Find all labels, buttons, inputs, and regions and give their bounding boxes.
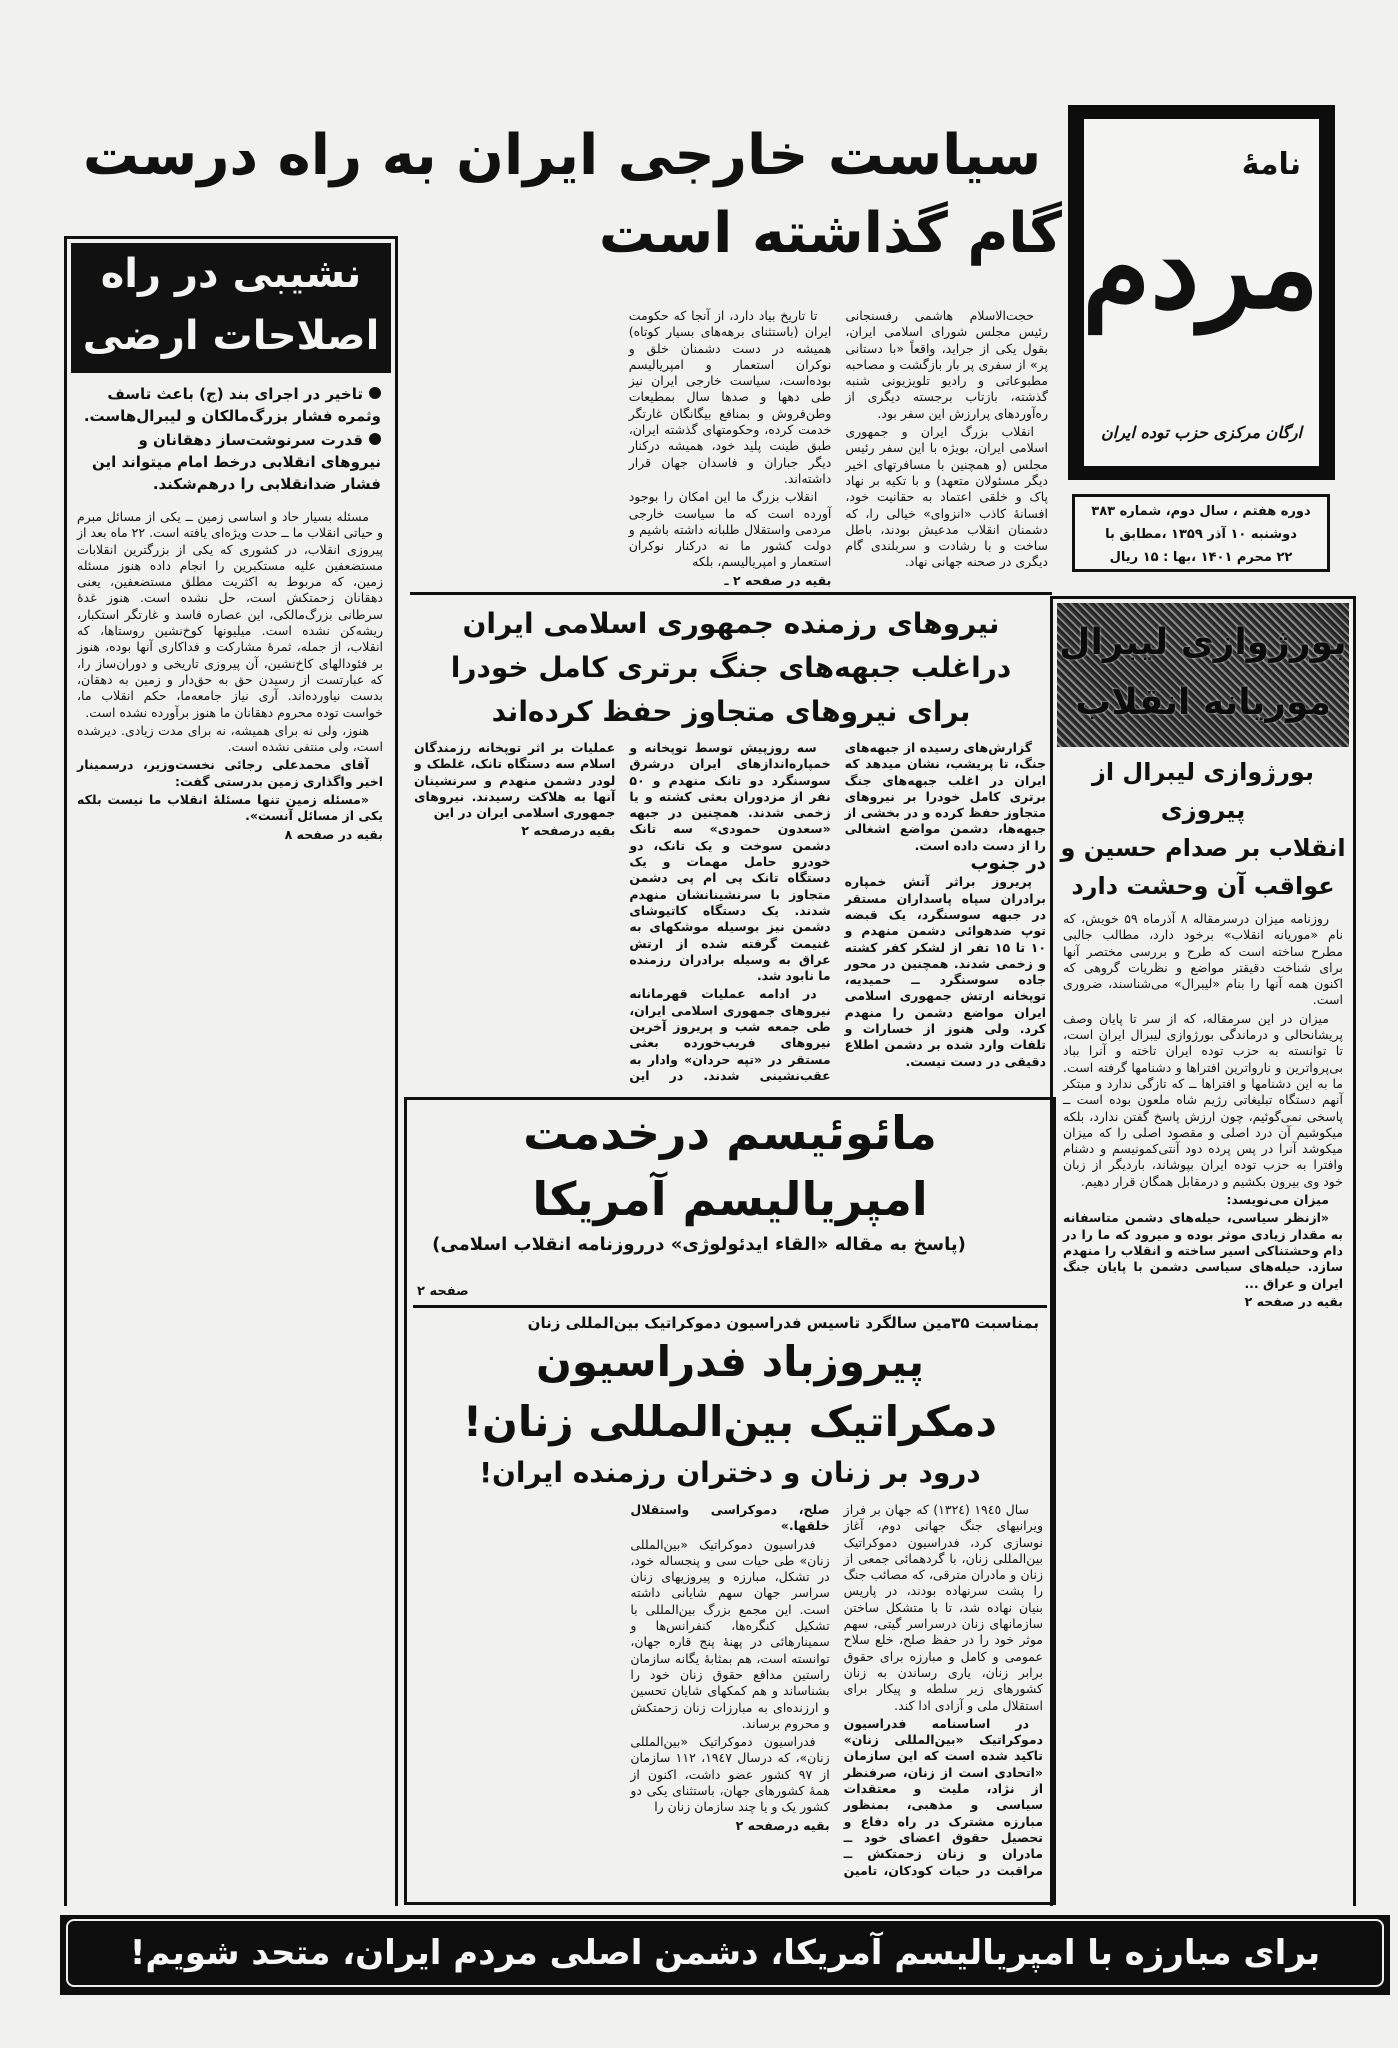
date-line: دوشنبه ۱۰ آذر ۱۳۵۹ ،مطابق با bbox=[1105, 527, 1297, 542]
paragraph: آقای محمدعلی رجائی نخست‌وزیر، درسمینار اخیر واگذاری زمین بدرستی گفت: bbox=[77, 757, 383, 789]
war-article bbox=[410, 596, 1052, 1096]
women-body bbox=[417, 1502, 1043, 1896]
liberal-headline bbox=[1053, 751, 1353, 907]
bullet-dot-icon bbox=[369, 387, 381, 399]
bullet-text: تاخیر در اجرای بند (ج) باعث تاسف وثمره فشار بزرگ‌مالکان و لیبرال‌هاست. bbox=[83, 385, 381, 425]
paragraph: سال ۱۹٤٥ (۱۳۲٤) که جهان بر فراز ویرانیهای جنگ جهانی دوم، آغاز نوسازی کرد، فدراسیون دموکراتیک بین‌المللی زنان، با گردهمائی جمعی از زنان و مادران مترقی، که مصائب جنگ را پشت سرنهاده بودند، در پاریس بنیان نهاده شد، تا با متشکل ساختن سازمانهای زنان درسراسر گیتی، سهم موثر خود را در حفظ صلح، خلع سلاح عمومی و کامل و مبارزه برای حقوق برابر زنان، یاری رساندن به زنان کشورهای زیر سلطه و پیکار برای استقلال ملی و آزادی ادا کند. bbox=[843, 1502, 1043, 1713]
page-reference: صفحه ۲ bbox=[417, 1284, 469, 1299]
paragraph: میزان می‌نویسد: bbox=[1226, 1192, 1329, 1208]
headline-line: بورژوازی لیبرال از پیروزی bbox=[1092, 758, 1314, 824]
price-line: ۲۲ محرم ۱۴۰۱ ،بها : ۱۵ ریال bbox=[1109, 550, 1293, 565]
bullet-item bbox=[77, 383, 381, 427]
kicker: بمناسبت ۳۵مین سالگرد تاسیس فدراسیون دموکراتیک بین‌المللی زنان bbox=[413, 1305, 1047, 1332]
paragraph: در ادامه عملیات قهرمانانه نیروهای جمهوری اسلامی ایران، طی جمعه شب و پریروز آخرین نیروهای فریب‌خورده بعثی مستقر در «تپه حردان» وادار به عقب‌نشینی شدند. در این عملیات بر اثر توپخانه رزمندگان اسلام سه دستگاه تانک، غلطک و لودر دشمن منهدم و سرنشینان آنها به هلاکت رسیدند. نیروهای جمهوری اسلامی ایران در این bbox=[414, 740, 831, 1083]
land-reform-title bbox=[71, 243, 391, 373]
land-reform-body bbox=[67, 501, 395, 1906]
headline-line: نیروهای رزمنده جمهوری اسلامی ایران bbox=[462, 607, 1000, 640]
main-headline-line1: سیاست خارجی ایران به راه درست bbox=[82, 123, 1042, 188]
continued-note: بقیه درصفحه ۲ bbox=[521, 823, 616, 839]
women-federation-article bbox=[404, 1305, 1056, 1905]
paragraph: گزارش‌های رسیده از جبهه‌های جنگ، تا پریشب، نشان میدهد که ایران در اغلب جبهه‌های جنگ برتری کامل خودرا بر نیروهای متجاوز حفظ کرده و در بخشی از جبهه‌ها، دشمن مواضع اشغالی را از دست داده است. bbox=[844, 740, 1046, 853]
masthead-name: مردم bbox=[1082, 204, 1319, 333]
continued-note: بقیه در صفحه ۸ bbox=[284, 826, 383, 842]
title-line: نشیبی در راه bbox=[100, 251, 362, 297]
slogan-text: برای مبارزه با امپریالیسم آمریکا، دشمن اصلی مردم ایران، متحد شویم! bbox=[66, 1919, 1384, 1987]
maoism-headline-line2: امپریالیسم آمریکا bbox=[532, 1172, 928, 1226]
foreign-policy-article bbox=[412, 308, 1048, 590]
paragraph: انقلاب بزرگ ما این امکان را بوجود آورده است که ما سیاست خارجی مردمی واستقلال طلبانه داشته باشیم و دولت کشور ما نه درکنار نوکران استعمار و امپریالیسم، بلکه bbox=[628, 489, 832, 570]
box-title-line: بورژوازی لیبرال bbox=[1059, 622, 1347, 663]
maoism-subtitle: (پاسخ به مقاله «القاء ایدئولوژی» درروزنامه انقلاب اسلامی) bbox=[432, 1234, 966, 1255]
women-headline-line2: دمکراتیک بین‌المللی زنان! bbox=[462, 1397, 998, 1446]
main-headline-line2: گام گذاشته است bbox=[598, 201, 1062, 266]
paragraph: «مسئله زمین تنها مسئلهٔ انقلاب ما نیست بلکه یکی از مسائل آنست». bbox=[77, 792, 383, 824]
paragraph: هنوز، ولی نه برای همیشه، نه برای مدت زیادی. دیرشده است، ولی منتفی نشده است. bbox=[77, 722, 383, 755]
patterned-title-box bbox=[1057, 603, 1349, 747]
women-subhead: درود بر زنان و دختران رزمنده ایران! bbox=[479, 1456, 981, 1489]
paragraph: فدراسیون دموکراتیک «بین‌المللی زنان» طی حیات سی و پنجساله خود، در تشکل، مبارزه و پیروزیهای زنان سراسر جهان سهم شایانی داشته است. این مجمع بزرگ بین‌المللی با تشکیل کنگره‌ها، کنفرانس‌ها و سمینارهائی در پهنهٔ پنج قاره جهان، توانسته است، هم بمثابهٔ یگانه سازمان راستین مدافع حقوق زنان خود را بشناساند و هم کمکهای شایان تحسین و ارزنده‌ای به مبارزات زنان زحمتکش و محروم برساند. bbox=[630, 1536, 830, 1731]
paragraph: سه روزپیش توسط توپخانه و خمپاره‌اندازهای ایران درشرق سوسنگرد دو تانک منهدم و ۵۰ نفر از مزدوران بعثی کشته و یا زخمی شدند. همچنین در جبهه «سعدون حمودی» سه تانک دشمن سوخت و یک تانک، دو خودرو حامل مهمات و یک دستگاه تانک پی ام پی دشمن متجاوز با سرنشینانشان منهدم شدند. یک دستگاه کاتیوشای دشمن نیز بوسیله موشکهای به غنیمت گرفته شده از ارتش عراق به وسیله برادران رزمنده ما نابود شد. bbox=[629, 740, 831, 984]
maoism-headline-line1: مائوئیسم درخدمت bbox=[523, 1106, 937, 1160]
paragraph: فدراسیون دموکراتیک «بین‌المللی زنان»، که درسال ۱۹٤۷، ۱۱۲ سازمان از ۹۷ کشور عضو داشت، اکنون از همهٔ کشورهای جهان، باستثنای یکی دو کشور یک و یا چند سازمان زنان را bbox=[630, 1734, 830, 1815]
war-headline bbox=[410, 596, 1052, 734]
women-headline-line1: پیروزباد فدراسیون bbox=[535, 1337, 924, 1386]
box-title-line: موریانه انقلاب bbox=[1075, 682, 1331, 723]
headline-line: عواقب آن وحشت دارد bbox=[1071, 872, 1335, 900]
paragraph: روزنامه میزان درسرمقاله ۸ آذرماه ۵۹ خویش، که نام «موریانه انقلاب» برخود دارد، مطالب جالبی مطرح ساخته است که طرح و بررسی مختصر آنها برای شناخت دقیقتر مواضع و نظریات گروهی که اکنون همه آنها را بنام «لیبرال» می‌شناسند، ضروری است. bbox=[1063, 911, 1343, 1008]
paragraph: «ازنظر سیاسی، حیله‌های دشمن متاسفانه به مقدار زیادی موثر بوده و میرود که ما را در دام وحشتناکی اسیر ساخته و انقلاب را منهدم سازد. حیله‌های سیاسی دشمن با پایان جنگ ایران و عراق ... bbox=[1063, 1210, 1343, 1291]
continued-note: بقیه درصفحه ۲ bbox=[735, 1817, 830, 1833]
masthead-name-prefix: نامهٔ bbox=[1241, 147, 1301, 182]
paragraph: در اساسنامه فدراسیون دموکراتیک «بین‌المللی زنان» تاکید شده است که این سازمان «اتحادی است از زنان، صرفنظر از نژاد، ملیت و معتقدات سیاسی و مذهبی، بمنظور مبارزه مشترک در راه دفاع و تحصیل حقوق اعضای خود ــ مادران و زنان زحمتکش ــ مراقبت در حیات کودکان، تامین صلح، دموکراسی واستقلال خلقها.» bbox=[630, 1502, 1043, 1878]
masthead-logo bbox=[1068, 105, 1335, 480]
headline-line: انقلاب بر صدام حسین و bbox=[1060, 834, 1346, 862]
issue-info-box bbox=[1072, 494, 1330, 572]
title-line: اصلاحات ارضی bbox=[82, 313, 380, 359]
slogan-banner bbox=[60, 1915, 1390, 1995]
bullet-text: قدرت سرنوشت‌ساز دهقانان و نیروهای انقلابی درخط امام میتواند این فشار ضدانقلابی را درهم‌شکند. bbox=[92, 431, 381, 493]
paragraph: حجت‌الاسلام هاشمی رفسنجانی رئیس مجلس شورای اسلامی ایران، بقول یکی از جراید، واقعاً «با دستانی پر» از سفری پر بار بازگشت و مصاحبه مطبوعاتی و رادیو تلویزیونی شنبه گذشته، بازتاب برجسته دیگری از ره‌آوردهای پرارزش این سفر بود. bbox=[845, 308, 1048, 421]
bullet-dot-icon bbox=[369, 433, 381, 445]
headline-line: برای نیروهای متجاوز حفظ کرده‌اند bbox=[491, 695, 971, 728]
subhead: در جنوب bbox=[970, 853, 1046, 875]
continued-note: بقیه در صفحه ۲ ـ bbox=[724, 572, 832, 588]
liberal-bourgeoisie-article bbox=[1050, 596, 1356, 1906]
paragraph: میزان در این سرمقاله، که از سر تا پایان وصف پریشانحالی و درماندگی بورژوازی لیبرال ایران است، تا توانسته به حزب توده ایران تاخته و آنرا بباد بی‌پرواترین و نارواترین افتراها و دشنامها گرفته است. ما به این دشنامها و افتراها ــ که تازگی ندارد و مبتکر آنهم دستگاه تبلیغاتی رژیم شاه ملعون بوده است ــ پاسخی نمی‌گوئیم، چون ارزش پاسخ گفتن ندارد، بلکه میکوشیم آن درد اصلی و مقصود اصلی را که میزان میکوشد آنرا در پس پرده دود آنتی‌کمونیسم و دشنام وافترا به حزب توده ایران بپوشاند، باردیگر از زبان خود وی بیرون بکشیم و درمقابل همگان قرار دهیم. bbox=[1063, 1010, 1343, 1189]
land-reform-bullets bbox=[67, 377, 395, 501]
paragraph: انقلاب بزرگ ایران و جمهوری اسلامی ایران، بویژه با این سفر رئیس مجلس (و همچنین با مسافرتهای اخیر دیگر مسئولان متعهد) و با تکیه بر نهاد پاک و خلقی اعتماد به حقانیت خود، افسانهٔ کاذب «انزوای» خیالی را، که دشمنان انقلاب مدعیش بودند، باطل ساخت و با رشادت و سربلندی گام دیگری در صحنه جهانی نهاد. bbox=[845, 424, 1048, 570]
paragraph: مسئله بسیار حاد و اساسی زمین ــ یکی از مسائل مبرم و حیاتی انقلاب ما ــ حدت ویژه‌ای یافته است. ۲۲ ماه بعد از پیروزی انقلاب، در کشوری که یکی از بزرگترین انقلابات مستضعفین علیه مستکبرین را انجام داده هنوز مسئله زمین، که مربوط به اکثریت مطلق مستضعفین، یعنی دهقانان زحمتکش است، حل نشده است. هنوز غدهٔ سرطانی بزرگ‌مالکی، این عصاره فاسد و غارتگر استکبار، ریشه‌کن نشده است. میلیونها کوخ‌نشین روستاها، که انقلاب، از جمله، ثمرهٔ مشارکت و فداکاری آنها بوده، هنوز بر فئودالهای کاخ‌نشین، آن پیروزی تاریخی و دوران‌ساز را، که عبارتست از رسیدن حق به حق‌دار و زمین به دهقان، بدست نیاورده‌اند. آری نیاز جامعه‌ما، حکم انقلاب ما، خواست توده محروم دهقانان ما هنوز برآورده نشده است. bbox=[77, 509, 383, 720]
paragraph: تا تاریخ بیاد دارد، از آنجا که حکومت ایران (باستثنای برهه‌های بسیار کوتاه) همیشه در دست دشمنان خلق و نوکران استعمار و امپریالیسم بوده‌است، سیاست خارجی ایران نیز طی دهها و صدها سال بمطیعات وطن‌فروش و بمنافع بیگانگان غارتگر خدمت کرده، وحکومتهای گذشته ایران، طبق طینت پلید خود، همیشه درکنار دیگر جباران و فاسدان جهان قرار داشته‌اند. bbox=[628, 308, 832, 486]
continued-note: بقیه در صفحه ۲ bbox=[1244, 1293, 1343, 1309]
war-body bbox=[414, 740, 1046, 1096]
headline-line: دراغلب جبهه‌های جنگ برتری کامل خودرا bbox=[450, 651, 1012, 684]
paragraph: پریروز براثر آتش خمپاره برادران سپاه پاسداران مستقر در جبهه سوسنگرد، یک قبضه توپ ضدهوائی دشمن منهدم و ۱۰ تا ۱۵ تفر از لشکر کفر کشته و زخمی شدند. همچنین در محور جاده سوسنگرد ــ حمیدیه، توپخانه ارتش جمهوری اسلامی ایران مواضع دشمن را منهدم کرد. ولی هنوز از خسارات و تلفات وارد شده بر دشمن اطلاع دقیقی در دست نیست. bbox=[844, 874, 1046, 1069]
issue-line: دوره هفتم ، سال دوم، شماره ۳۸۳ bbox=[1091, 504, 1311, 519]
maoism-article bbox=[404, 1100, 1056, 1305]
masthead-organ: ارگان مرکزی حزب توده ایران bbox=[1101, 423, 1302, 442]
land-reform-article bbox=[64, 236, 398, 1906]
bullet-item bbox=[77, 429, 381, 495]
divider bbox=[410, 592, 1052, 595]
liberal-body bbox=[1053, 907, 1353, 1906]
